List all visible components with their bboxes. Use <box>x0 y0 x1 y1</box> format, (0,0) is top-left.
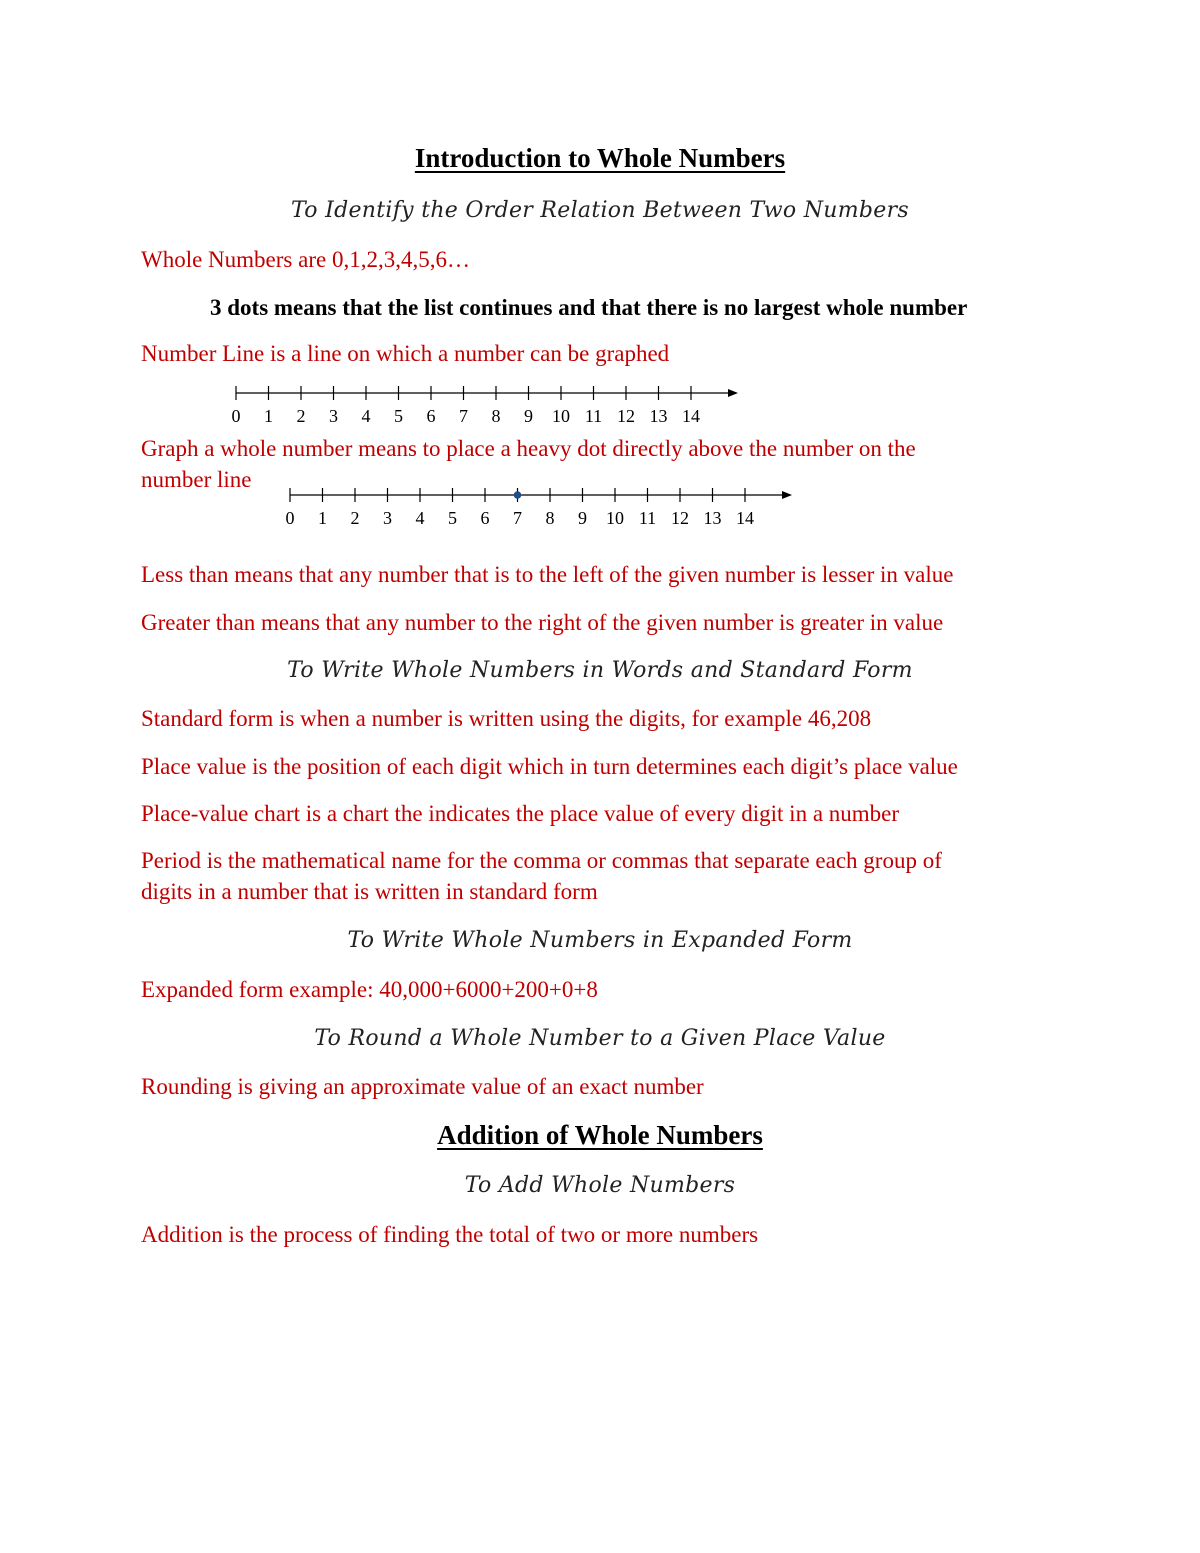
numline2-tick-label: 4 <box>415 508 425 528</box>
subheading-add-whole-numbers: To Add Whole Numbers <box>464 1173 736 1198</box>
numline1-tick-label: 11 <box>584 406 603 426</box>
number-line-definition: Number Line is a line on which a number can be graphed <box>141 341 670 366</box>
numline2-arrow-icon <box>782 491 792 499</box>
numline2-tick-label: 2 <box>350 508 360 528</box>
numline2-graphed-dot <box>514 491 522 499</box>
numline1-tick-label: 3 <box>329 406 338 426</box>
addition-definition: Addition is the process of finding the total of two or more numbers <box>141 1222 759 1247</box>
numline1-tick-label: 5 <box>394 406 403 426</box>
period-definition-line1: Period is the mathematical name for the comma or commas that separate each group of <box>141 848 942 873</box>
subheading-order-relation: To Identify the Order Relation Between Two Numbers <box>290 198 910 223</box>
place-value-definition: Place value is the position of each digit which in turn determines each digit’s place value <box>141 754 958 779</box>
greater-than-definition: Greater than means that any number to the right of the given number is greater in value <box>141 610 944 635</box>
numline2-tick-label: 5 <box>448 508 457 528</box>
numline1-tick-label: 10 <box>552 406 570 426</box>
number-line-figure-2 <box>282 482 802 532</box>
numline1-tick-label: 12 <box>617 406 635 426</box>
dots-note: 3 dots means that the list continues and that there is no largest whole number <box>210 295 968 320</box>
numline2-tick-label: 14 <box>736 508 754 528</box>
rounding-definition: Rounding is giving an approximate value of an exact number <box>141 1074 704 1099</box>
numline2-tick-label: 11 <box>638 508 657 528</box>
subheading-rounding: To Round a Whole Number to a Given Place Value <box>314 1026 886 1051</box>
number-line-figure-1 <box>228 380 748 430</box>
numline2-tick-label: 3 <box>383 508 392 528</box>
numline2-tick-label: 8 <box>545 508 555 528</box>
numline1-tick-label: 0 <box>231 406 241 426</box>
numline1-arrow-icon <box>728 389 738 397</box>
numline1-tick-label: 14 <box>682 406 700 426</box>
numline2-tick-label: 7 <box>513 508 522 528</box>
numline1-tick-label: 8 <box>491 406 501 426</box>
numline2-tick-label: 6 <box>480 508 490 528</box>
graph-definition-line2: number line <box>141 467 252 492</box>
section-heading-addition: Addition of Whole Numbers <box>437 1120 763 1150</box>
numline1-tick-label: 9 <box>524 406 533 426</box>
numline1-tick-label: 13 <box>649 406 668 426</box>
period-definition-line2: digits in a number that is written in standard form <box>141 879 598 904</box>
whole-numbers-definition: Whole Numbers are 0,1,2,3,4,5,6… <box>141 247 470 272</box>
standard-form-definition: Standard form is when a number is written using the digits, for example 46,208 <box>141 706 872 731</box>
numline2-tick-label: 9 <box>578 508 587 528</box>
numline1-tick-label: 7 <box>459 406 468 426</box>
graph-definition-line1: Graph a whole number means to place a heavy dot directly above the number on the <box>141 436 916 461</box>
numline2-tick-label: 1 <box>318 508 327 528</box>
numline1-tick-label: 2 <box>296 406 306 426</box>
less-than-definition: Less than means that any number that is to the left of the given number is lesser in value <box>141 562 954 587</box>
numline1-tick-label: 6 <box>426 406 436 426</box>
numline2-tick-label: 13 <box>703 508 722 528</box>
numline2-tick-label: 12 <box>671 508 689 528</box>
numline2-tick-label: 10 <box>606 508 624 528</box>
subheading-expanded-form: To Write Whole Numbers in Expanded Form <box>347 928 853 953</box>
numline1-tick-label: 4 <box>361 406 371 426</box>
section-heading-intro: Introduction to Whole Numbers <box>414 143 786 173</box>
place-value-chart-definition: Place-value chart is a chart the indicates the place value of every digit in a number <box>141 801 900 826</box>
subheading-words-standard-form: To Write Whole Numbers in Words and Standard Form <box>287 658 913 683</box>
numline2-tick-label: 0 <box>285 508 295 528</box>
numline1-tick-label: 1 <box>264 406 273 426</box>
expanded-form-example: Expanded form example: 40,000+6000+200+0+8 <box>141 977 598 1002</box>
